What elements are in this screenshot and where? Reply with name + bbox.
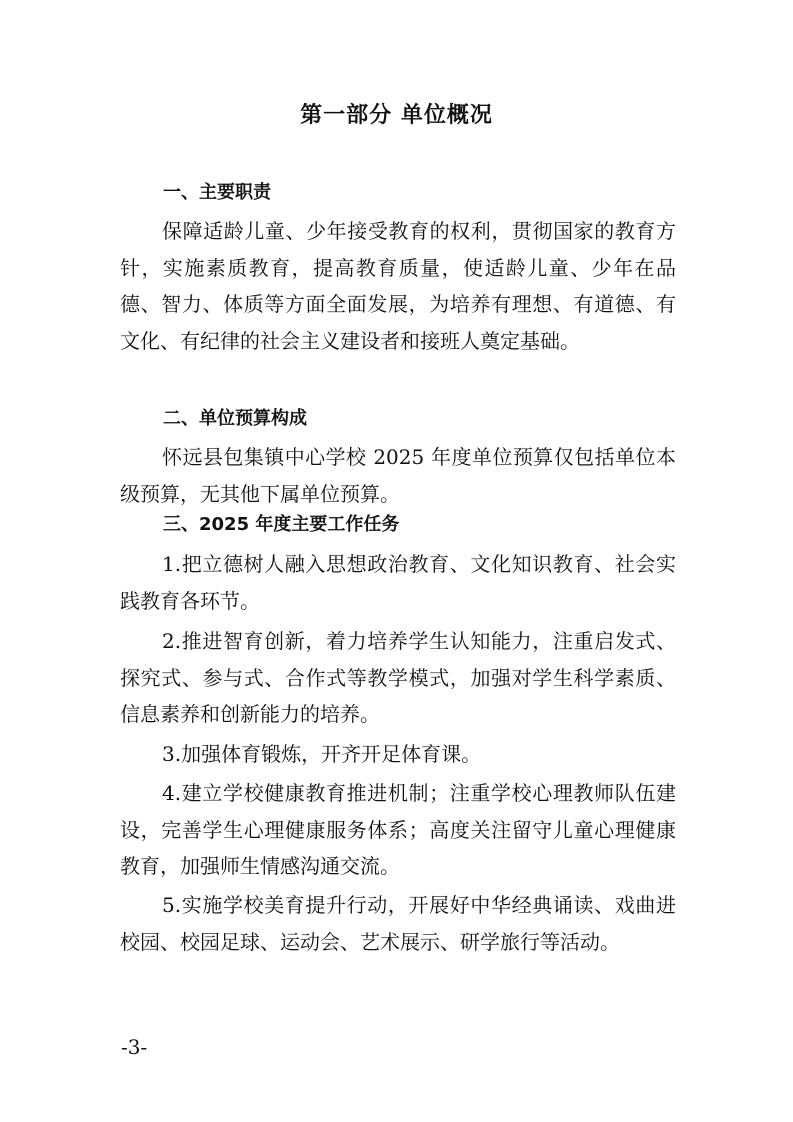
section-heading-duties: 一、主要职责 [163, 182, 271, 203]
page-number: -3- [121, 1035, 148, 1059]
section-heading-budget-composition: 二、单位预算构成 [163, 408, 307, 429]
section-heading-work-tasks: 三、2025 年度主要工作任务 [163, 514, 400, 535]
paragraph-task-1: 1.把立德树人融入思想政治教育、文化知识教育、社会实践教育各环节。 [120, 552, 676, 613]
paragraph-task-2: 2.推进智育创新，着力培养学生认知能力，注重启发式、探究式、参与式、合作式等教学模式，加强对学生科学素质、信息素养和创新能力的培养。 [120, 629, 676, 726]
paragraph-budget-composition: 怀远县包集镇中心学校 2025 年度单位预算仅包括单位本级预算，无其他下属单位预算。 [120, 445, 676, 506]
paragraph-task-5: 5.实施学校美育提升行动，开展好中华经典诵读、戏曲进校园、校园足球、运动会、艺术展示、研学旅行等活动。 [120, 893, 676, 954]
page-title: 第一部分 单位概况 [300, 103, 493, 128]
paragraph-task-4: 4.建立学校健康教育推进机制；注重学校心理教师队伍建设，完善学生心理健康服务体系；高度关注留守儿童心理健康教育，加强师生情感沟通交流。 [120, 781, 676, 878]
paragraph-duties: 保障适龄儿童、少年接受教育的权利，贯彻国家的教育方针，实施素质教育，提高教育质量，使适龄儿童、少年在品德、智力、体质等方面全面发展，为培养有理想、有道德、有文化、有纪律的社会主义建设者和接班人奠定基础。 [120, 219, 676, 353]
paragraph-task-3: 3.加强体育锻炼，开齐开足体育课。 [162, 742, 482, 766]
